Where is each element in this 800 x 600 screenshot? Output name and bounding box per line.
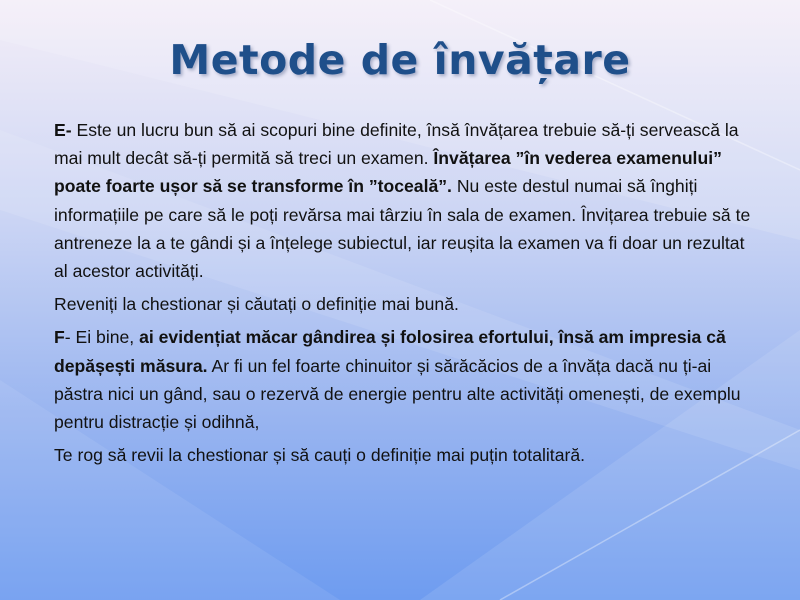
paragraph-text: Reveniți la chestionar și căutați o definiție mai bună.: [54, 294, 459, 315]
paragraph-instruction: [54, 441, 756, 469]
paragraph-emphasis: ai evidențiat măcar gândirea și folosirea efortului, însă am impresia că depășești măsura.: [54, 327, 726, 376]
paragraph-label: E-: [54, 120, 72, 140]
slide-body: [54, 116, 756, 474]
paragraph-label: F: [54, 327, 65, 348]
paragraph-instruction: [54, 290, 756, 318]
paragraph-text: Ar fi un fel foarte chinuitor și sărăcăcios de a învăța dacă nu ți-ai păstra nici un gând, sau o rezervă de energie pentru alte activități omenești, de exemplu pentru distracție și odihnă,: [54, 355, 741, 433]
paragraph-emphasis: Învățarea ”în vederea examenului” poate foarte ușor să se transforme în ”toceală”.: [54, 148, 722, 197]
paragraph-text: Te rog să revii la chestionar și să cauți o definiție mai puțin totalitară.: [54, 445, 586, 466]
paragraph-text: - Ei bine,: [64, 327, 140, 348]
paragraph-e-answer: [54, 116, 756, 285]
paragraph-f-answer: [54, 323, 756, 436]
slide-title: Metode de învățare: [169, 36, 631, 84]
paragraph-text: Nu este destul numai să înghiți informațiile pe care să le poți revărsa mai târziu în sala de examen. Învițarea trebuie să te antreneze la a te gândi și a înțelege subiectul, iar reușita la examen va fi doar un rezultat al acestor activități.: [54, 176, 751, 282]
paragraph-text: Este un lucru bun să ai scopuri bine definite, însă învățarea trebuie să-ți servească la mai mult decât să-ți permită să treci un examen.: [54, 120, 739, 169]
